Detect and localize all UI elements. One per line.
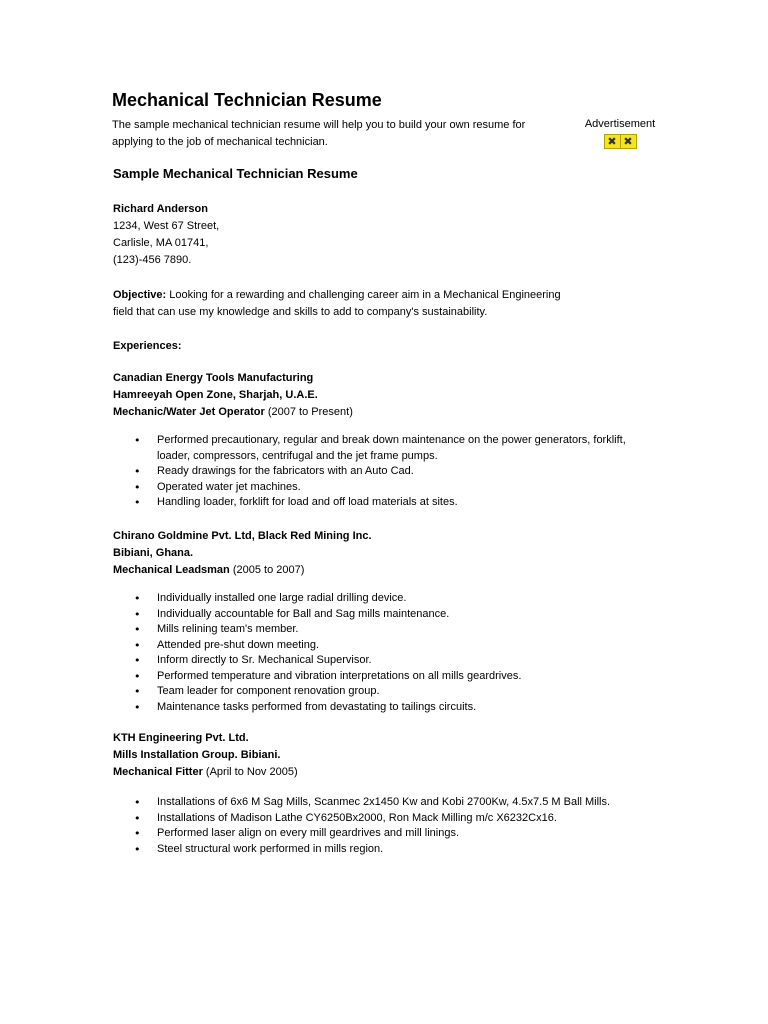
job-period: (2005 to 2007) — [229, 564, 305, 576]
company-name: KTH Engineering Pvt. Ltd. — [113, 732, 249, 744]
company-location: Mills Installation Group. Bibiani. — [113, 749, 281, 761]
job-header — [113, 730, 298, 781]
advertisement-box — [580, 117, 660, 150]
bullet-icon: • — [134, 592, 141, 605]
advertisement-label: Advertisement — [584, 118, 656, 130]
list-item: • Performed precautionary, regular and break down maintenance on the power generators, forklift, loader, compressors, centrifugal and the jet frame pumps. — [134, 434, 626, 462]
job-period: (2007 to Present) — [264, 406, 353, 418]
address-line: 1234, West 67 Street, — [113, 220, 220, 232]
list-item: • Mills relining team's member. — [134, 623, 299, 636]
bullet-icon: • — [134, 496, 141, 509]
list-item: • Team leader for component renovation group. — [134, 685, 380, 698]
bullet-icon: • — [134, 434, 141, 447]
section-title: Sample Mechanical Technician Resume — [113, 166, 358, 181]
bullet-icon: • — [134, 654, 141, 667]
list-item: • Maintenance tasks performed from devastating to tailings circuits. — [134, 700, 477, 714]
phone-number: (123)-456 7890. — [113, 254, 192, 266]
objective-line: field that can use my knowledge and skills to add to company's sustainability. — [113, 306, 488, 318]
objective-line — [113, 287, 583, 304]
job-title-line — [113, 562, 372, 579]
experiences-heading: Experiences: — [113, 340, 182, 352]
list-item: • Inform directly to Sr. Mechanical Supervisor. — [134, 654, 372, 667]
bullet-icon: • — [134, 685, 141, 698]
company-name: Chirano Goldmine Pvt. Ltd, Black Red Mining Inc. — [113, 530, 372, 542]
job-header — [113, 528, 372, 579]
objective-label: Objective: — [113, 289, 167, 301]
bullet-icon: • — [134, 811, 141, 825]
page-title: Mechanical Technician Resume — [112, 90, 382, 110]
contact-block — [113, 201, 219, 269]
ad-controls — [604, 134, 637, 149]
candidate-name: Richard Anderson — [113, 203, 208, 215]
job-duties-list — [113, 433, 626, 511]
list-item: • Performed temperature and vibration interpretations on all mills geardrives. — [134, 669, 522, 683]
company-location: Bibiani, Ghana. — [113, 547, 194, 559]
intro-line: applying to the job of mechanical technician. — [112, 136, 328, 148]
job-role: Mechanic/Water Jet Operator — [113, 406, 265, 418]
job-period: (April to Nov 2005) — [202, 766, 298, 778]
bullet-icon: • — [134, 700, 141, 714]
bullet-icon: • — [134, 827, 141, 840]
bullet-icon: • — [134, 480, 141, 494]
intro-line: The sample mechanical technician resume will help you to build your own resume for — [112, 119, 526, 131]
job-role: Mechanical Leadsman — [113, 564, 230, 576]
list-item: • Individually accountable for Ball and Sag mills maintenance. — [134, 607, 450, 621]
double-arrow-icon[interactable]: ✖ — [620, 135, 636, 148]
bullet-icon: • — [134, 842, 141, 856]
list-item: • Handling loader, forklift for load and off load materials at sites. — [134, 496, 458, 509]
list-item: • Installations of Madison Lathe CY6250Bx2000, Ron Mack Milling m/c X6232Cx16. — [134, 811, 557, 825]
bullet-icon: • — [134, 796, 141, 809]
company-name: Canadian Energy Tools Manufacturing — [113, 372, 314, 384]
address-line: Carlisle, MA 01741, — [113, 237, 209, 249]
double-arrow-icon[interactable]: ✖ — [607, 135, 617, 148]
list-item: • Steel structural work performed in mills region. — [134, 842, 384, 856]
list-item: • Performed laser align on every mill geardrives and mill linings. — [134, 827, 460, 840]
list-item: • Installations of 6x6 M Sag Mills, Scanmec 2x1450 Kw and Kobi 2700Kw, 4.5x7.5 M Ball Mills. — [134, 796, 611, 809]
bullet-icon: • — [134, 607, 141, 621]
job-title-line — [113, 404, 353, 421]
job-title-line — [113, 764, 298, 781]
job-header — [113, 370, 353, 421]
company-location: Hamreeyah Open Zone, Sharjah, U.A.E. — [113, 389, 318, 401]
objective-text: Looking for a rewarding and challenging career aim in a Mechanical Engineering — [166, 289, 561, 301]
list-item: • Individually installed one large radial drilling device. — [134, 592, 407, 605]
list-item: • Operated water jet machines. — [134, 480, 301, 494]
bullet-icon: • — [134, 669, 141, 683]
bullet-icon: • — [134, 623, 141, 636]
bullet-icon: • — [134, 465, 141, 478]
job-duties-list — [113, 591, 521, 715]
job-duties-list — [113, 795, 610, 857]
bullet-icon: • — [134, 638, 141, 652]
list-item: • Attended pre-shut down meeting. — [134, 638, 320, 652]
intro-paragraph — [112, 117, 567, 151]
objective-block — [113, 287, 583, 321]
job-role: Mechanical Fitter — [113, 766, 203, 778]
list-item: • Ready drawings for the fabricators with an Auto Cad. — [134, 465, 414, 478]
